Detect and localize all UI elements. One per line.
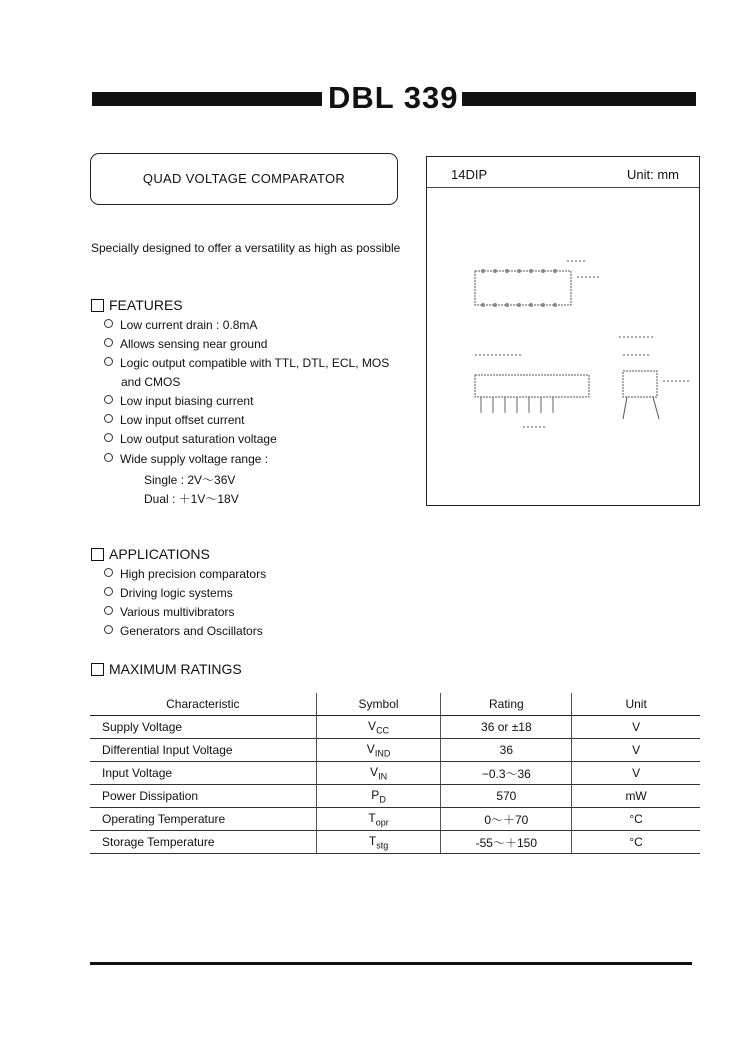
characteristic-cell: Storage Temperature [90, 831, 316, 854]
rating-cell: -55～＋150 [441, 831, 572, 854]
feature-item: Allows sensing near ground [104, 337, 267, 351]
part-number-title: DBL 339 [328, 80, 459, 115]
application-item: Various multivibrators [104, 605, 234, 619]
unit-cell: mW [572, 785, 700, 808]
rating-cell: 36 or ±18 [441, 716, 572, 739]
checkbox-square-icon [91, 548, 104, 561]
package-header [427, 157, 699, 188]
circle-bullet-icon [104, 414, 113, 423]
unit-cell: V [572, 716, 700, 739]
features-heading [91, 297, 183, 313]
unit-cell: V [572, 762, 700, 785]
table-row [90, 785, 700, 808]
symbol-cell: $V_{IND}$ [316, 739, 441, 762]
unit-cell: °C [572, 831, 700, 854]
package-name: 14DIP [451, 167, 488, 182]
rating-cell: 36 [441, 739, 572, 762]
symbol-cell: $P_D$ [316, 785, 441, 808]
feature-item: Low input offset current [104, 413, 245, 427]
subject-box [90, 153, 398, 205]
characteristic-cell: Differential Input Voltage [90, 739, 316, 762]
circle-bullet-icon [104, 587, 113, 596]
package-outline-box [426, 156, 700, 506]
column-header: Symbol [316, 693, 441, 716]
column-header: Characteristic [90, 693, 316, 716]
characteristic-cell: Input Voltage [90, 762, 316, 785]
symbol-cell: $V_{CC}$ [316, 716, 441, 739]
title-bar-left [92, 92, 322, 106]
circle-bullet-icon [104, 453, 113, 462]
checkbox-square-icon [91, 299, 104, 312]
feature-item-continuation: and CMOS [121, 375, 181, 389]
unit-cell: °C [572, 808, 700, 831]
checkbox-square-icon [91, 663, 104, 676]
circle-bullet-icon [104, 606, 113, 615]
circle-bullet-icon [104, 568, 113, 577]
column-header: Unit [572, 693, 700, 716]
supply-single: Single : 2V～36V [144, 473, 236, 487]
feature-item: Low current drain : 0.8mA [104, 318, 257, 332]
bottom-rule [90, 962, 692, 965]
symbol-cell: $T_{stg}$ [316, 831, 441, 854]
table-header-row [90, 693, 700, 716]
circle-bullet-icon [104, 338, 113, 347]
ratings-heading [91, 661, 242, 677]
title-bar-right [462, 92, 696, 106]
circle-bullet-icon [104, 395, 113, 404]
applications-heading [91, 546, 210, 562]
column-header: Rating [441, 693, 572, 716]
table-row [90, 739, 700, 762]
subject-title: QUAD VOLTAGE COMPARATOR [142, 171, 346, 186]
table-row [90, 808, 700, 831]
symbol-cell: $T_{opr}$ [316, 808, 441, 831]
application-item: Generators and Oscillators [104, 624, 263, 638]
circle-bullet-icon [104, 357, 113, 366]
ratings-heading-label: MAXIMUM RATINGS [109, 661, 242, 677]
feature-item: Low input biasing current [104, 394, 253, 408]
circle-bullet-icon [104, 625, 113, 634]
ratings-table [90, 693, 700, 854]
feature-item: Wide supply voltage range : [104, 452, 268, 466]
application-item: High precision comparators [104, 567, 266, 581]
circle-bullet-icon [104, 433, 113, 442]
feature-item: Low output saturation voltage [104, 432, 277, 446]
symbol-cell: $V_{IN}$ [316, 762, 441, 785]
table-row [90, 831, 700, 854]
feature-item: Logic output compatible with TTL, DTL, ECL, MOS [104, 356, 389, 370]
rating-cell: 0～＋70 [441, 808, 572, 831]
table-row [90, 716, 700, 739]
applications-heading-label: APPLICATIONS [109, 546, 210, 562]
package-unit: Unit: mm [627, 167, 679, 182]
characteristic-cell: Operating Temperature [90, 808, 316, 831]
intro-text: Specially designed to offer a versatility as high as possible [91, 241, 401, 255]
features-heading-label: FEATURES [109, 297, 183, 313]
supply-dual: Dual : ＋1V～18V [144, 492, 239, 506]
rating-cell: 570 [441, 785, 572, 808]
application-item: Driving logic systems [104, 586, 233, 600]
unit-cell: V [572, 739, 700, 762]
circle-bullet-icon [104, 319, 113, 328]
characteristic-cell: Power Dissipation [90, 785, 316, 808]
table-row [90, 762, 700, 785]
package-drawing [427, 187, 699, 505]
characteristic-cell: Supply Voltage [90, 716, 316, 739]
rating-cell: −0.3～36 [441, 762, 572, 785]
